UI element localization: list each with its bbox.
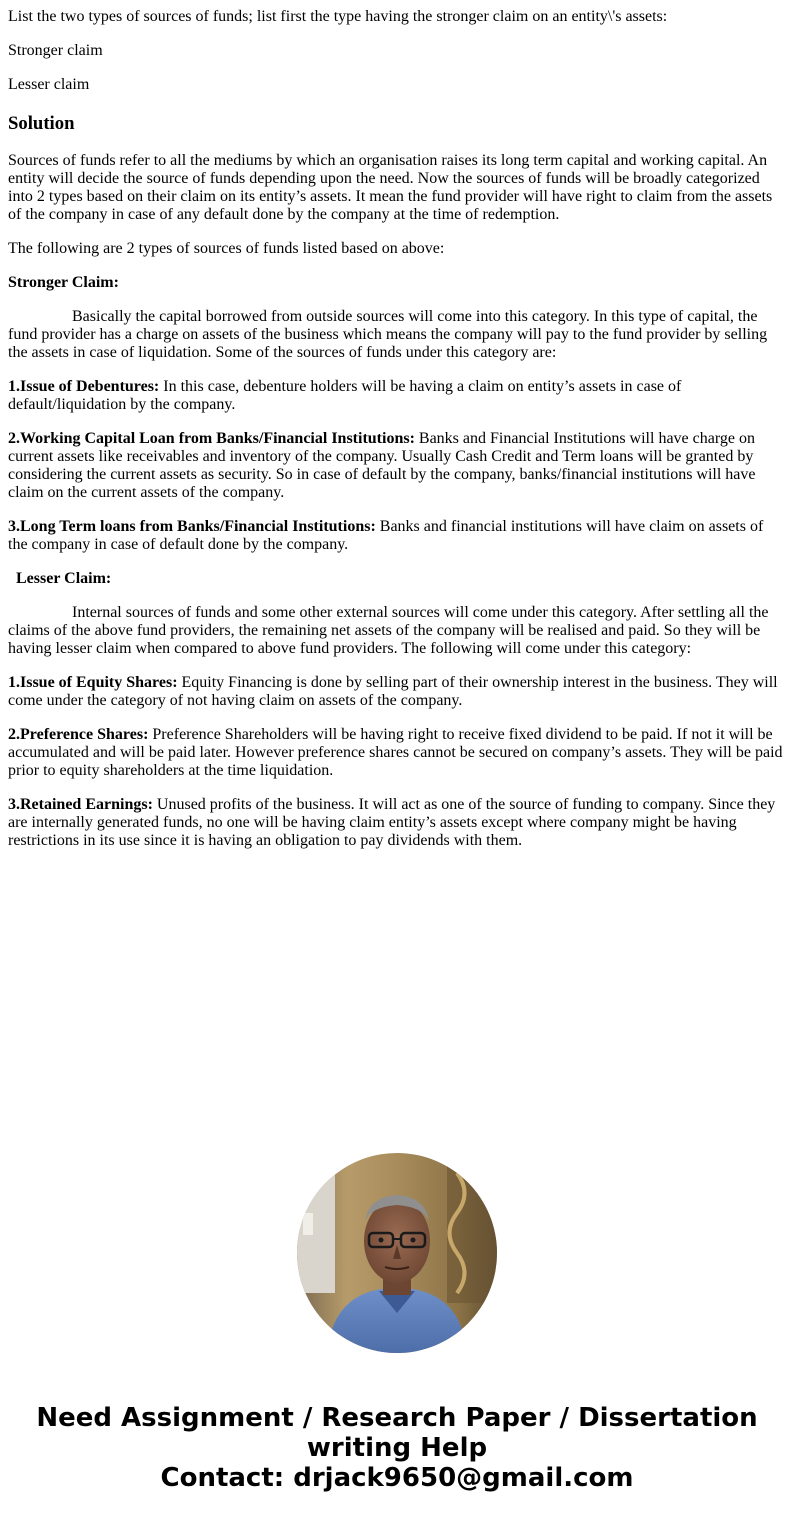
intro-paragraph: Sources of funds refer to all the mediums by which an organisation raises its long term capital and working capital. An entity will decide the source of funds depending upon the need. Now the sources of funds will be broadly categorized into 2 types based on their claim on its entity’s assets. It mean the fund provider will have right to claim from the assets of the company in case of any default done by the company at the time of redemption.: [8, 152, 773, 223]
option-stronger-claim: Stronger claim: [8, 42, 103, 59]
list-item-text: Preference Shareholders will be having right to receive fixed dividend to be paid. If not it will be accumulated and will be paid later. However preference shares cannot be secured on company’s assets. They will be paid prior to equity shareholders at the time liquidation.: [8, 726, 783, 779]
document-body: [8, 8, 784, 866]
banner-line-2: writing Help: [306, 1433, 488, 1463]
list-item-label: 3.Long Term loans from Banks/Financial Institutions:: [8, 518, 376, 535]
banner-contact-line: Contact: drjack9650@gmail.com: [160, 1463, 634, 1493]
question-text: List the two types of sources of funds; list first the type having the stronger claim on an entity\'s assets:: [8, 8, 668, 25]
list-item: [8, 796, 784, 850]
contact-banner: [0, 1403, 794, 1493]
list-item-label: 3.Retained Earnings:: [8, 796, 153, 813]
list-item-text: Banks and Financial Institutions will have charge on current assets like receivables and inventory of the company. Usually Cash Credit and Term loans will be granted by considering the current assets as security. So in case of default by the company, banks/financial institutions will have claim on the current assets of the company.: [8, 430, 756, 501]
list-item-label: 2.Working Capital Loan from Banks/Financial Institutions:: [8, 430, 415, 447]
list-item-label: 1.Issue of Debentures:: [8, 378, 160, 395]
list-item-text: Banks and financial institutions will have claim on assets of the company in case of default done by the company.: [8, 518, 764, 553]
banner-line-1: Need Assignment / Research Paper / Dissertation: [36, 1403, 758, 1433]
stronger-claim-heading: [8, 274, 784, 292]
stronger-claim-title: Stronger Claim:: [8, 274, 119, 291]
list-item-text: In this case, debenture holders will be having a claim on entity’s assets in case of default/liquidation by the company.: [8, 378, 682, 413]
option-lesser-claim: Lesser claim: [8, 76, 90, 93]
following-paragraph: The following are 2 types of sources of funds listed based on above:: [8, 240, 445, 257]
lesser-claim-description: Internal sources of funds and some other external sources will come under this category. After settling all the claims of the above fund providers, the remaining net assets of the company will be realised and paid. So they will be having lesser claim when compared to above fund providers. The following will come under this category:: [8, 604, 769, 657]
portrait-image: [297, 1153, 497, 1353]
stronger-claim-description: Basically the capital borrowed from outside sources will come into this category. In this type of capital, the fund provider has a charge on assets of the business which means the company will pay to the fund provider by selling the assets in case of liquidation. Some of the sources of funds under this category are:: [8, 308, 768, 361]
list-item-label: 1.Issue of Equity Shares:: [8, 674, 178, 691]
list-item: [8, 378, 784, 414]
list-item: [8, 430, 784, 502]
author-portrait: [297, 1153, 497, 1353]
list-item-text: Equity Financing is done by selling part of their ownership interest in the business. They will come under the category of not having claim on assets of the company.: [8, 674, 778, 709]
list-item: [8, 518, 784, 554]
list-item-label: 2.Preference Shares:: [8, 726, 149, 743]
lesser-claim-heading: [8, 570, 784, 588]
solution-heading: Solution: [8, 113, 75, 134]
list-item: [8, 674, 784, 710]
lesser-claim-title: Lesser Claim:: [16, 570, 112, 587]
list-item: [8, 726, 784, 780]
list-item-text: Unused profits of the business. It will act as one of the source of funding to company. Since they are internally generated funds, no one will be having claim entity’s assets except where company might be having restrictions in its use since it is having an obligation to pay dividends with them.: [8, 796, 776, 849]
